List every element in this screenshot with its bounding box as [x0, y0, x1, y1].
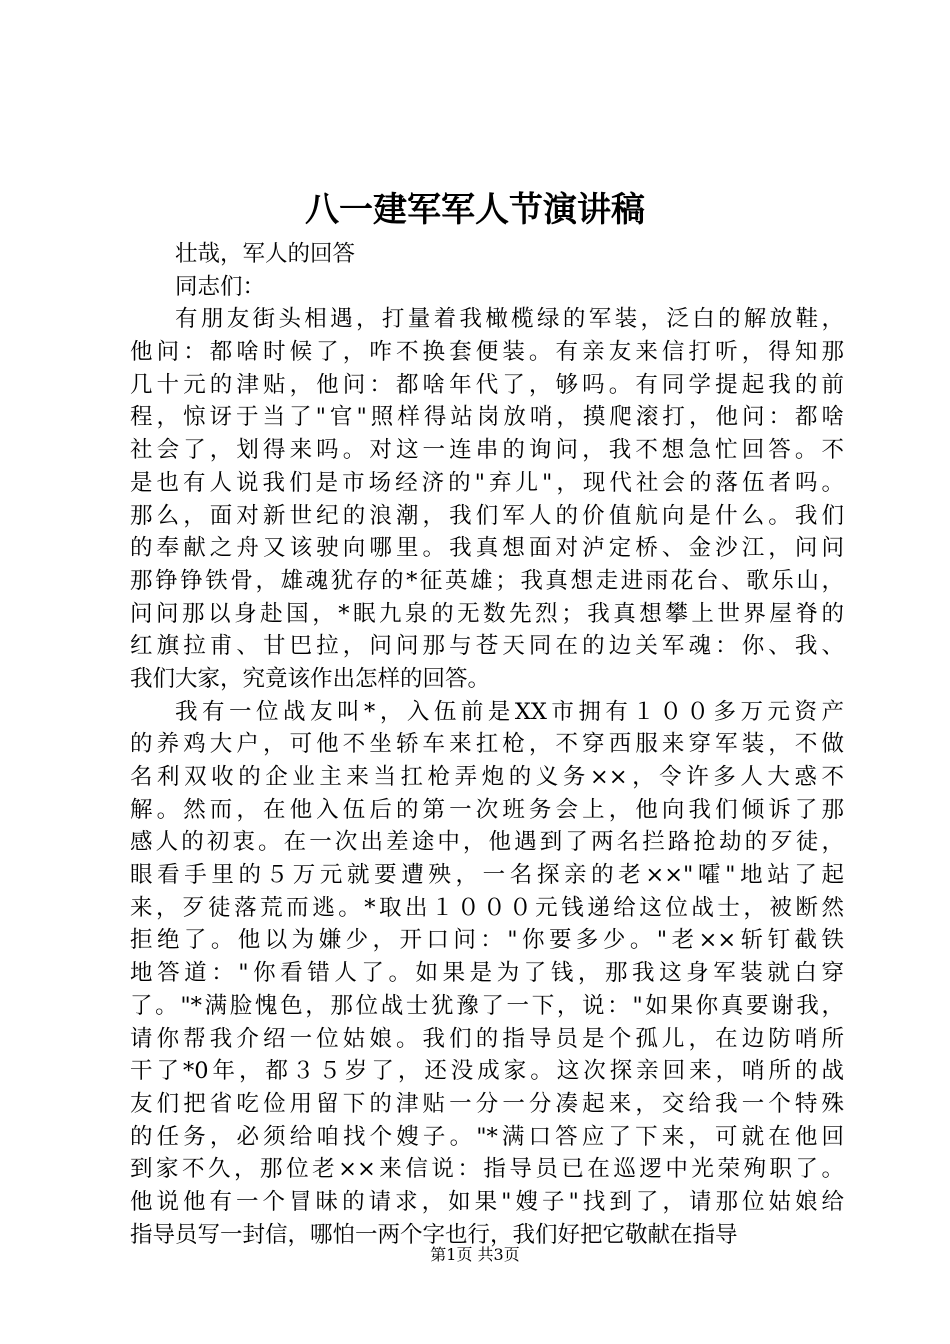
paragraph-container	[130, 303, 844, 1251]
salutation: 同志们：	[175, 273, 266, 300]
paragraph-line: 解。然而，在他入伍后的第一次班务会上，他向我们倾诉了那	[130, 796, 844, 823]
paragraph-line: 问问那以身赴国，*眠九泉的无数先烈；我真想攀上世界屋脊的	[130, 600, 844, 627]
paragraph-line: 的奉献之舟又该驶向哪里。我真想面对泸定桥、金沙江，问问	[130, 535, 844, 562]
document-title: 八一建军军人节演讲稿	[305, 190, 645, 230]
paragraph-line: 程，惊讶于当了"官"照样得站岗放哨，摸爬滚打，他问：都啥	[130, 404, 844, 431]
paragraph-line: 他说他有一个冒昧的请求，如果"嫂子"找到了，请那位姑娘给	[130, 1188, 844, 1215]
paragraph-line: 拒绝了。他以为嫌少，开口问："你要多少。"老××斩钉截铁	[130, 927, 844, 954]
paragraph-line: 那铮铮铁骨，雄魂犹存的*征英雄；我真想走进雨花台、歌乐山，	[130, 567, 844, 594]
paragraph-line: 红旗拉甫、甘巴拉，问问那与苍天同在的边关军魂：你、我、	[130, 633, 844, 660]
paragraph-line: 感人的初衷。在一次出差途中，他遇到了两名拦路抢劫的歹徒，	[130, 829, 844, 856]
paragraph-line: 几十元的津贴，他问：都啥年代了，够吗。有同学提起我的前	[130, 371, 844, 398]
document-subtitle: 壮哉，军人的回答	[175, 241, 356, 267]
paragraph-line: 有朋友街头相遇，打量着我橄榄绿的军装，泛白的解放鞋，	[175, 306, 844, 333]
paragraph-line: 眼看手里的５万元就要遭殃，一名探亲的老××"嚯"地站了起	[130, 862, 844, 889]
paragraph-line: 到家不久，那位老××来信说：指导员已在巡逻中光荣殉职了。	[130, 1156, 844, 1183]
document-body	[130, 238, 844, 1251]
paragraph-line: 他问：都啥时候了，咋不换套便装。有亲友来信打听，得知那	[130, 339, 844, 366]
paragraph-line: 那么，面对新世纪的浪潮，我们军人的价值航向是什么。我们	[130, 502, 844, 529]
paragraph-line: 来，歹徒落荒而逃。*取出１０００元钱递给这位战士，被断然	[130, 894, 844, 921]
paragraph-line: 名利双收的企业主来当扛枪弄炮的义务××，令许多人大惑不	[130, 764, 844, 790]
paragraph-line: 社会了，划得来吗。对这一连串的询问，我不想急忙回答。不	[130, 437, 844, 464]
paragraph-line: 是也有人说我们是市场经济的"弃儿"，现代社会的落伍者吗。	[130, 469, 844, 496]
paragraph-line: 友们把省吃俭用留下的津贴一分一分凑起来，交给我一个特殊	[130, 1090, 844, 1117]
paragraph-line: 地答道："你看错人了。如果是为了钱，那我这身军装就白穿	[130, 960, 844, 987]
paragraph-line: 的任务，必须给咱找个嫂子。"*满口答应了下来，可就在他回	[130, 1123, 844, 1150]
paragraph-line: 干了*0年，都３５岁了，还没成家。这次探亲回来，哨所的战	[130, 1058, 844, 1085]
paragraph	[130, 696, 844, 1252]
paragraph-line: 了。"*满脸愧色，那位战士犹豫了一下，说："如果你真要谢我，	[130, 992, 844, 1019]
paragraph-line: 我有一位战友叫*，入伍前是XX市拥有１００多万元资产	[175, 698, 844, 725]
page-number-footer: 第1页 共3页	[430, 1245, 520, 1264]
paragraph-line: 的养鸡大户，可他不坐轿车来扛枪，不穿西服来穿军装，不做	[130, 731, 844, 758]
paragraph-line: 我们大家，究竟该作出怎样的回答。	[130, 665, 491, 692]
paragraph	[130, 303, 844, 695]
paragraph-line: 请你帮我介绍一位姑娘。我们的指导员是个孤儿，在边防哨所	[130, 1025, 844, 1052]
paragraph-line: 指导员写一封信，哪怕一两个字也行，我们好把它敬献在指导	[130, 1221, 738, 1248]
